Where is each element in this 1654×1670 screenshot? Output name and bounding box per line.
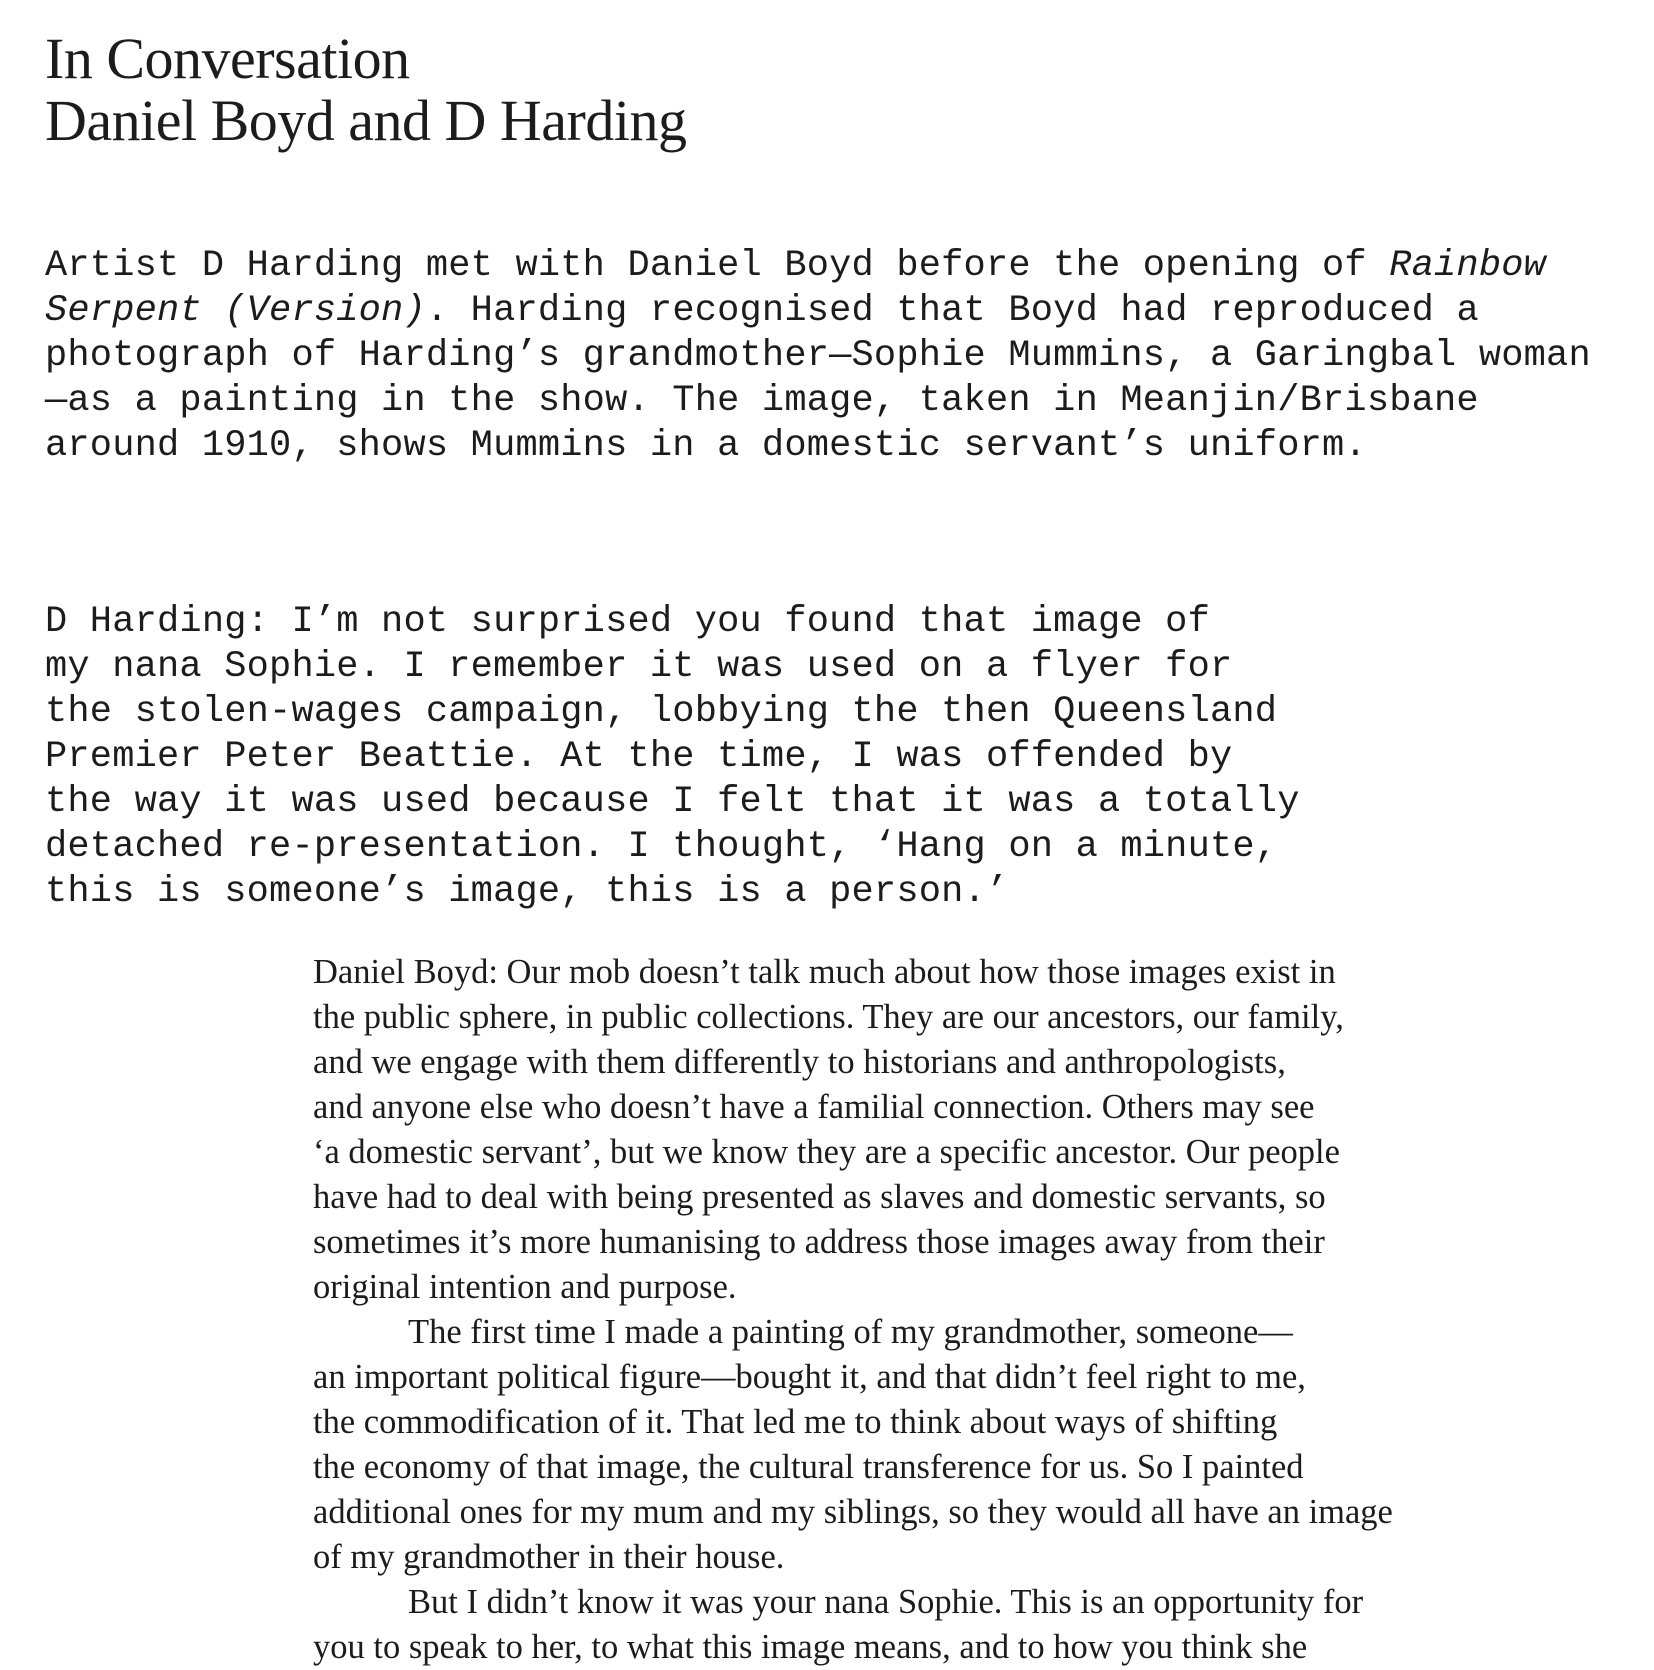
- boyd-statement: [313, 950, 1633, 1670]
- boyd-line: have had to deal with being presented as slaves and domestic servants, so: [313, 1178, 1326, 1216]
- intro-paragraph: [45, 244, 1591, 469]
- boyd-line: sometimes it’s more humanising to address those images away from their: [313, 1223, 1325, 1261]
- harding-line: Premier Peter Beattie. At the time, I was offended by: [45, 736, 1233, 778]
- harding-line: D Harding: I’m not surprised you found that image of: [45, 601, 1210, 643]
- harding-line: my nana Sophie. I remember it was used on a flyer for: [45, 646, 1233, 688]
- boyd-line: But I didn’t know it was your nana Sophie. This is an opportunity for: [408, 1583, 1364, 1621]
- boyd-paragraph-3: [313, 1580, 1633, 1670]
- boyd-line: of my grandmother in their house.: [313, 1538, 785, 1576]
- boyd-line: the economy of that image, the cultural transference for us. So I painted: [313, 1448, 1304, 1486]
- intro-line: —as a painting in the show. The image, taken in Meanjin/Brisbane: [45, 380, 1479, 422]
- harding-line: this is someone’s image, this is a person.’: [45, 871, 1009, 913]
- harding-line: the stolen-wages campaign, lobbying the then Queensland: [45, 691, 1278, 733]
- boyd-line: original intention and purpose.: [313, 1268, 737, 1306]
- intro-line: [45, 289, 1591, 334]
- page-title: [45, 28, 686, 152]
- artwork-title-part-2: Serpent (Version): [45, 290, 426, 332]
- intro-line: around 1910, shows Mummins in a domestic servant’s uniform.: [45, 425, 1367, 467]
- boyd-line: an important political figure—bought it, and that didn’t feel right to me,: [313, 1358, 1306, 1396]
- boyd-line: you to speak to her, to what this image means, and to how you think she: [313, 1628, 1308, 1666]
- boyd-line: The first time I made a painting of my grandmother, someone—: [408, 1313, 1293, 1351]
- intro-line: photograph of Harding’s grandmother—Sophie Mummins, a Garingbal woman: [45, 335, 1591, 377]
- boyd-line: ‘a domestic servant’, but we know they are a specific ancestor. Our people: [313, 1133, 1340, 1171]
- boyd-line: and anyone else who doesn’t have a familial connection. Others may see: [313, 1088, 1315, 1126]
- boyd-line: additional ones for my mum and my siblings, so they would all have an image: [313, 1493, 1393, 1531]
- intro-line-text: Artist D Harding met with Daniel Boyd before the opening of: [45, 245, 1390, 287]
- harding-line: the way it was used because I felt that it was a totally: [45, 781, 1300, 823]
- harding-line: detached re-presentation. I thought, ‘Hang on a minute,: [45, 826, 1278, 868]
- boyd-line: the commodification of it. That led me to think about ways of shifting: [313, 1403, 1278, 1441]
- title-line-2: Daniel Boyd and D Harding: [45, 88, 687, 153]
- boyd-paragraph-2: [313, 1310, 1633, 1580]
- boyd-line: Daniel Boyd: Our mob doesn’t talk much about how those images exist in: [313, 953, 1336, 991]
- intro-line: [45, 244, 1591, 289]
- boyd-line: and we engage with them differently to historians and anthropologists,: [313, 1043, 1286, 1081]
- artwork-title-part-1: Rainbow: [1389, 245, 1547, 287]
- boyd-line: the public sphere, in public collections. They are our ancestors, our family,: [313, 998, 1344, 1036]
- intro-line-text: . Harding recognised that Boyd had reproduced a: [425, 290, 1479, 332]
- boyd-paragraph-1: [313, 950, 1633, 1310]
- title-line-1: In Conversation: [45, 26, 410, 91]
- harding-statement: [45, 600, 1300, 915]
